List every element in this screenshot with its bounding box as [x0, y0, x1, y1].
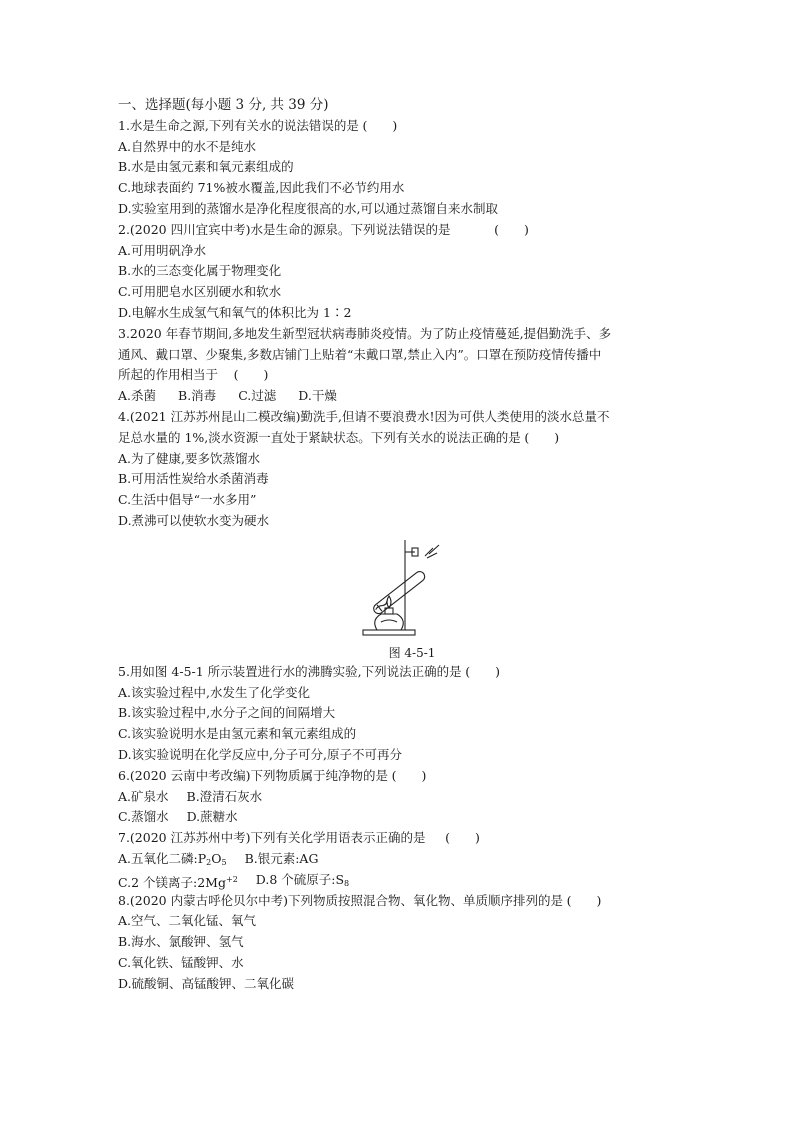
answer-paren: ( ) [233, 367, 269, 383]
test-tube [372, 569, 427, 615]
option-a-text: A.五氧化二磷:P [118, 850, 207, 866]
question-7-option-d [256, 870, 349, 891]
question-5-option-c: C.该实验说明水是由氢元素和氧元素组成的 [118, 726, 357, 742]
question-8-text: 8.(2020 内蒙古呼伦贝尔中考)下列物质按照混合物、氧化物、单质顺序排列的是 [118, 892, 563, 908]
answer-paren: ( ) [566, 892, 602, 908]
question-2-text: 2.(2020 四川宜宾中考)水是生命的源泉。下列说法错误的是 [118, 221, 451, 237]
answer-paren: ( ) [391, 767, 427, 783]
answer-paren: ( ) [362, 117, 398, 133]
question-4-option-a: A.为了健康,要多饮蒸馏水 [118, 450, 260, 466]
figure-caption: 图 4-5-1 [388, 645, 436, 660]
question-7-options-row-2 [118, 870, 688, 891]
question-5-option-b: B.该实验过程中,水分子之间的间隔增大 [118, 705, 336, 721]
answer-paren: ( ) [524, 429, 560, 445]
question-7-text: 7.(2020 江苏苏州中考)下列有关化学用语表示正确的是 [118, 830, 426, 846]
question-4-option-d: D.煮沸可以使软水变为硬水 [118, 512, 270, 528]
answer-paren: ( ) [465, 663, 501, 679]
question-2-stem [118, 220, 688, 241]
question-7-option-b: B.银元素:AG [244, 850, 319, 866]
question-5-option-a: A.该实验过程中,水发生了化学变化 [118, 684, 310, 700]
question-5-option-d: D.该实验说明在化学反应中,分子可分,原子不可再分 [118, 746, 402, 762]
question-6-options-row-1 [118, 787, 688, 808]
alcohol-lamp [375, 614, 404, 630]
question-1-stem [118, 116, 688, 137]
question-1-text: 1.水是生命之源,下列有关水的说法错误的是 [118, 117, 359, 133]
option-d-text: D.8 个硫原子:S [255, 871, 345, 887]
element-symbol: O [211, 850, 222, 866]
option-c-text: C.2 个镁离子:2Mg [118, 874, 226, 890]
question-7-option-a [118, 849, 227, 870]
question-2-option-a: A.可用明矾净水 [118, 242, 207, 258]
question-3-option-d: D.干燥 [298, 388, 337, 404]
question-6-option-d: D.蔗糖水 [186, 809, 238, 825]
question-8-option-c: C.氧化铁、锰酸钾、水 [118, 954, 244, 970]
superscript: +2 [225, 874, 238, 884]
question-8-stem [118, 891, 688, 912]
question-2-option-b: B.水的三态变化属于物理变化 [118, 263, 282, 279]
question-3-option-a: A.杀菌 [118, 388, 157, 404]
answer-paren: ( ) [445, 830, 480, 846]
question-8-option-d: D.硫酸铜、高锰酸钾、二氧化碳 [118, 975, 295, 991]
question-3-line-3 [118, 365, 688, 386]
question-7-option-c [118, 870, 238, 891]
figure-boiling-apparatus [118, 536, 688, 644]
question-3-line-2: 通风、戴口罩、少聚集,多数店铺门上贴着“未戴口罩,禁止入内”。口罩在预防疫情传播中 [118, 346, 602, 362]
question-6-options-row-2 [118, 807, 688, 828]
question-3-line-1: 3.2020 年春节期间,多地发生新型冠状病毒肺炎疫情。为了防止疫情蔓延,提倡勤洗手、多 [118, 325, 612, 341]
question-6-option-a: A.矿泉水 [118, 788, 169, 804]
subscript: 8 [344, 878, 350, 888]
question-3-option-b: B.消毒 [178, 388, 217, 404]
question-5-text: 5.用如图 4-5-1 所示装置进行水的沸腾实验,下列说法正确的是 [118, 663, 462, 679]
question-3-text: 所起的作用相当于 [118, 367, 219, 383]
question-3-option-c: C.过滤 [238, 388, 277, 404]
subscript: 2 [206, 857, 212, 867]
question-4-line-1: 4.(2021 江苏苏州昆山二模改编)勤洗手,但请不要浪费水!因为可供人类使用的淡水总量不 [118, 408, 610, 424]
question-1-option-c: C.地球表面约 71%被水覆盖,因此我们不必节约用水 [118, 180, 405, 196]
question-4-option-b: B.可用活性炭给水杀菌消毒 [118, 471, 269, 487]
question-1-option-a: A.自然界中的水不是纯水 [118, 138, 257, 154]
question-8-option-a: A.空气、二氧化锰、氧气 [118, 913, 257, 929]
exam-page [118, 95, 688, 994]
question-8-option-b: B.海水、氯酸钾、氢气 [118, 934, 244, 950]
stand-base [363, 630, 415, 635]
question-2-option-c: C.可用肥皂水区别硬水和软水 [118, 284, 282, 300]
subscript: 5 [221, 857, 227, 867]
question-3-options [118, 386, 688, 407]
question-4-text: 足总水量的 1%,淡水资源一直处于紧缺状态。下列有关水的说法正确的是 [118, 429, 521, 445]
question-2-option-d: D.电解水生成氢气和氧气的体积比为 1∶2 [118, 304, 352, 320]
question-6-text: 6.(2020 云南中考改编)下列物质属于纯净物的是 [118, 767, 388, 783]
question-7-options-row-1 [118, 849, 688, 870]
question-6-stem [118, 766, 688, 787]
boiling-apparatus-drawing [355, 536, 445, 641]
question-1-option-d: D.实验室用到的蒸馏水是净化程度很高的水,可以通过蒸馏自来水制取 [118, 200, 499, 216]
section-title: 一、选择题(每小题 3 分, 共 39 分) [118, 97, 329, 113]
question-5-stem [118, 662, 688, 683]
question-4-option-c: C.生活中倡导“一水多用” [118, 492, 257, 508]
question-1-option-b: B.水是由氢元素和氧元素组成的 [118, 159, 294, 175]
question-7-stem [118, 828, 688, 849]
question-6-option-b: B.澄清石灰水 [186, 788, 263, 804]
question-4-line-2 [118, 428, 688, 449]
question-6-option-c: C.蒸馏水 [118, 809, 169, 825]
answer-paren: ( ) [494, 221, 529, 237]
